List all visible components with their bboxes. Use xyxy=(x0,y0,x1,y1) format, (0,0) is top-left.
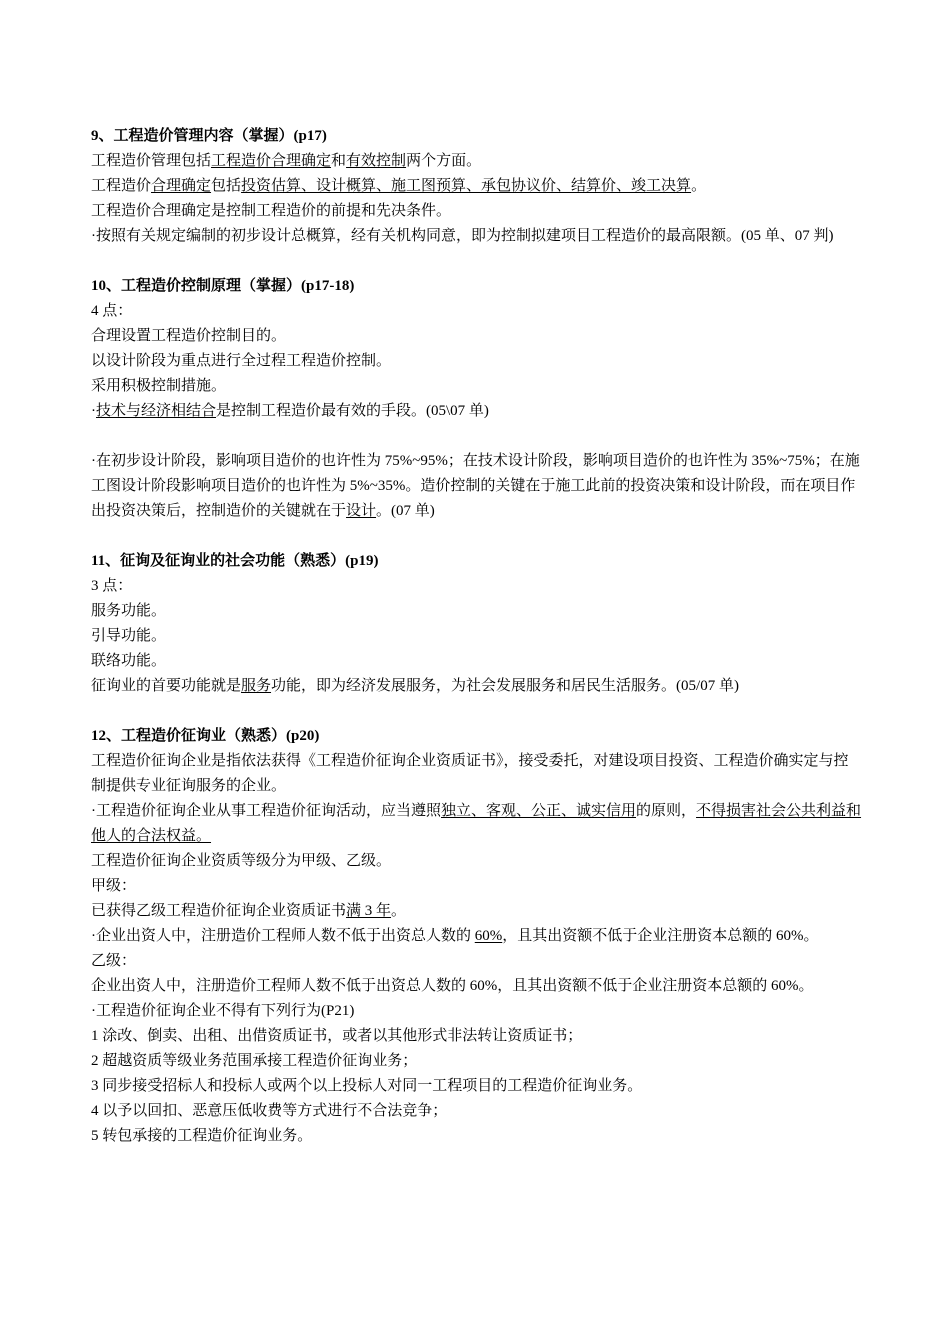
underlined-text: 工程造价合理确定 xyxy=(211,153,332,169)
section-10-line-6: ·在初步设计阶段，影响项目造价的也许性为 75%~95%；在技术设计阶段，影响项目造价的也许性为 35%~75%；在施工图设计阶段影响项目造价的也许性为 5%~35%。造价控制的关键在于施工此前的投资决策和设计阶段，而在项目作出投资决策后，控制造价的关键就在于设计。(07 单) xyxy=(91,453,860,519)
underlined-text: 有效控制 xyxy=(346,153,407,169)
section-12-line-4: 甲级： xyxy=(91,878,137,894)
section-9-line-3: 工程造价合理确定是控制工程造价的前提和先决条件。 xyxy=(91,203,452,219)
document-page xyxy=(91,124,863,1149)
section-10-line-2: 合理设置工程造价控制目的。 xyxy=(91,328,287,344)
underlined-text: 服务 xyxy=(241,678,272,694)
section-12-line-7: 乙级： xyxy=(91,953,137,969)
section-11-line-2: 服务功能。 xyxy=(91,603,167,619)
section-11-line-1: 3 点： xyxy=(91,578,133,594)
paragraph-gap xyxy=(91,424,863,449)
section-11-line-4: 联络功能。 xyxy=(91,653,167,669)
section-12-line-14: 5 转包承接的工程造价征询业务。 xyxy=(91,1128,313,1144)
section-11-line-5: 征询业的首要功能就是服务功能，即为经济发展服务，为社会发展服务和居民生活服务。(05/07 单) xyxy=(91,678,739,694)
section-12-line-10: 1 涂改、倒卖、出租、出借资质证书，或者以其他形式非法转让资质证书； xyxy=(91,1028,583,1044)
section-12-line-8: 企业出资人中，注册造价工程师人数不低于出资总人数的 60%，且其出资额不低于企业注册资本总额的 60%。 xyxy=(91,978,814,994)
underlined-text: 满 3 年 xyxy=(346,903,392,919)
section-12-line-9: ·工程造价征询企业不得有下列行为(P21) xyxy=(91,1003,355,1019)
underlined-text: 技术与经济相结合 xyxy=(96,403,217,419)
section-9-line-2: 工程造价合理确定包括投资估算、设计概算、施工图预算、承包协议价、结算价、竣工决算。 xyxy=(91,178,707,194)
section-12-line-3: 工程造价征询企业资质等级分为甲级、乙级。 xyxy=(91,853,392,869)
section-9-line-1: 工程造价管理包括工程造价合理确定和有效控制两个方面。 xyxy=(91,153,482,169)
underlined-text: 60% xyxy=(474,928,503,944)
paragraph-gap xyxy=(91,524,863,549)
underlined-text: 合理确定 xyxy=(151,178,212,194)
section-12-line-2: ·工程造价征询企业从事工程造价征询活动，应当遵照独立、客观、公正、诚实信用的原则，不得损害社会公共利益和他人的合法权益。 xyxy=(91,803,862,844)
paragraph-gap xyxy=(91,249,863,274)
underlined-text: 投资估算、设计概算、施工图预算、承包协议价、结算价、竣工决算 xyxy=(241,178,692,194)
section-12-line-13: 4 以予以回扣、恶意压低收费等方式进行不合法竞争； xyxy=(91,1103,448,1119)
underlined-text: 独立、客观、公正、诚实信用 xyxy=(441,803,637,819)
paragraph-gap xyxy=(91,699,863,724)
section-11-line-3: 引导功能。 xyxy=(91,628,167,644)
section-12-heading: 12、工程造价征询业（熟悉）(p20) xyxy=(91,728,320,744)
section-12-line-12: 3 同步接受招标人和投标人或两个以上投标人对同一工程项目的工程造价征询业务。 xyxy=(91,1078,643,1094)
underlined-text: 设计 xyxy=(346,503,377,519)
section-12-line-6: ·企业出资人中，注册造价工程师人数不低于出资总人数的 60%，且其出资额不低于企业注册资本总额的 60%。 xyxy=(91,928,819,944)
section-9-heading: 9、工程造价管理内容（掌握）(p17) xyxy=(91,128,327,144)
underlined-text: 不得损害社会公共利益和他人的合法权益。 xyxy=(91,803,862,844)
section-12-line-1: 工程造价征询企业是指依法获得《工程造价征询企业资质证书》，接受委托，对建设项目投资、工程造价确实定与控制提供专业征询服务的企业。 xyxy=(91,753,849,794)
section-10-line-1: 4 点： xyxy=(91,303,133,319)
section-10-line-3: 以设计阶段为重点进行全过程工程造价控制。 xyxy=(91,353,392,369)
section-11-heading: 11、征询及征询业的社会功能（熟悉）(p19) xyxy=(91,553,379,569)
section-12-line-5: 已获得乙级工程造价征询企业资质证书满 3 年。 xyxy=(91,903,407,919)
section-9-line-4: ·按照有关规定编制的初步设计总概算，经有关机构同意，即为控制拟建项目工程造价的最高限额。(05 单、07 判) xyxy=(91,228,834,244)
section-10-line-4: 采用积极控制措施。 xyxy=(91,378,227,394)
section-10-heading: 10、工程造价控制原理（掌握）(p17-18) xyxy=(91,278,355,294)
section-10-line-5: ·技术与经济相结合是控制工程造价最有效的手段。(05\07 单) xyxy=(91,403,489,419)
section-12-line-11: 2 超越资质等级业务范围承接工程造价征询业务； xyxy=(91,1053,418,1069)
